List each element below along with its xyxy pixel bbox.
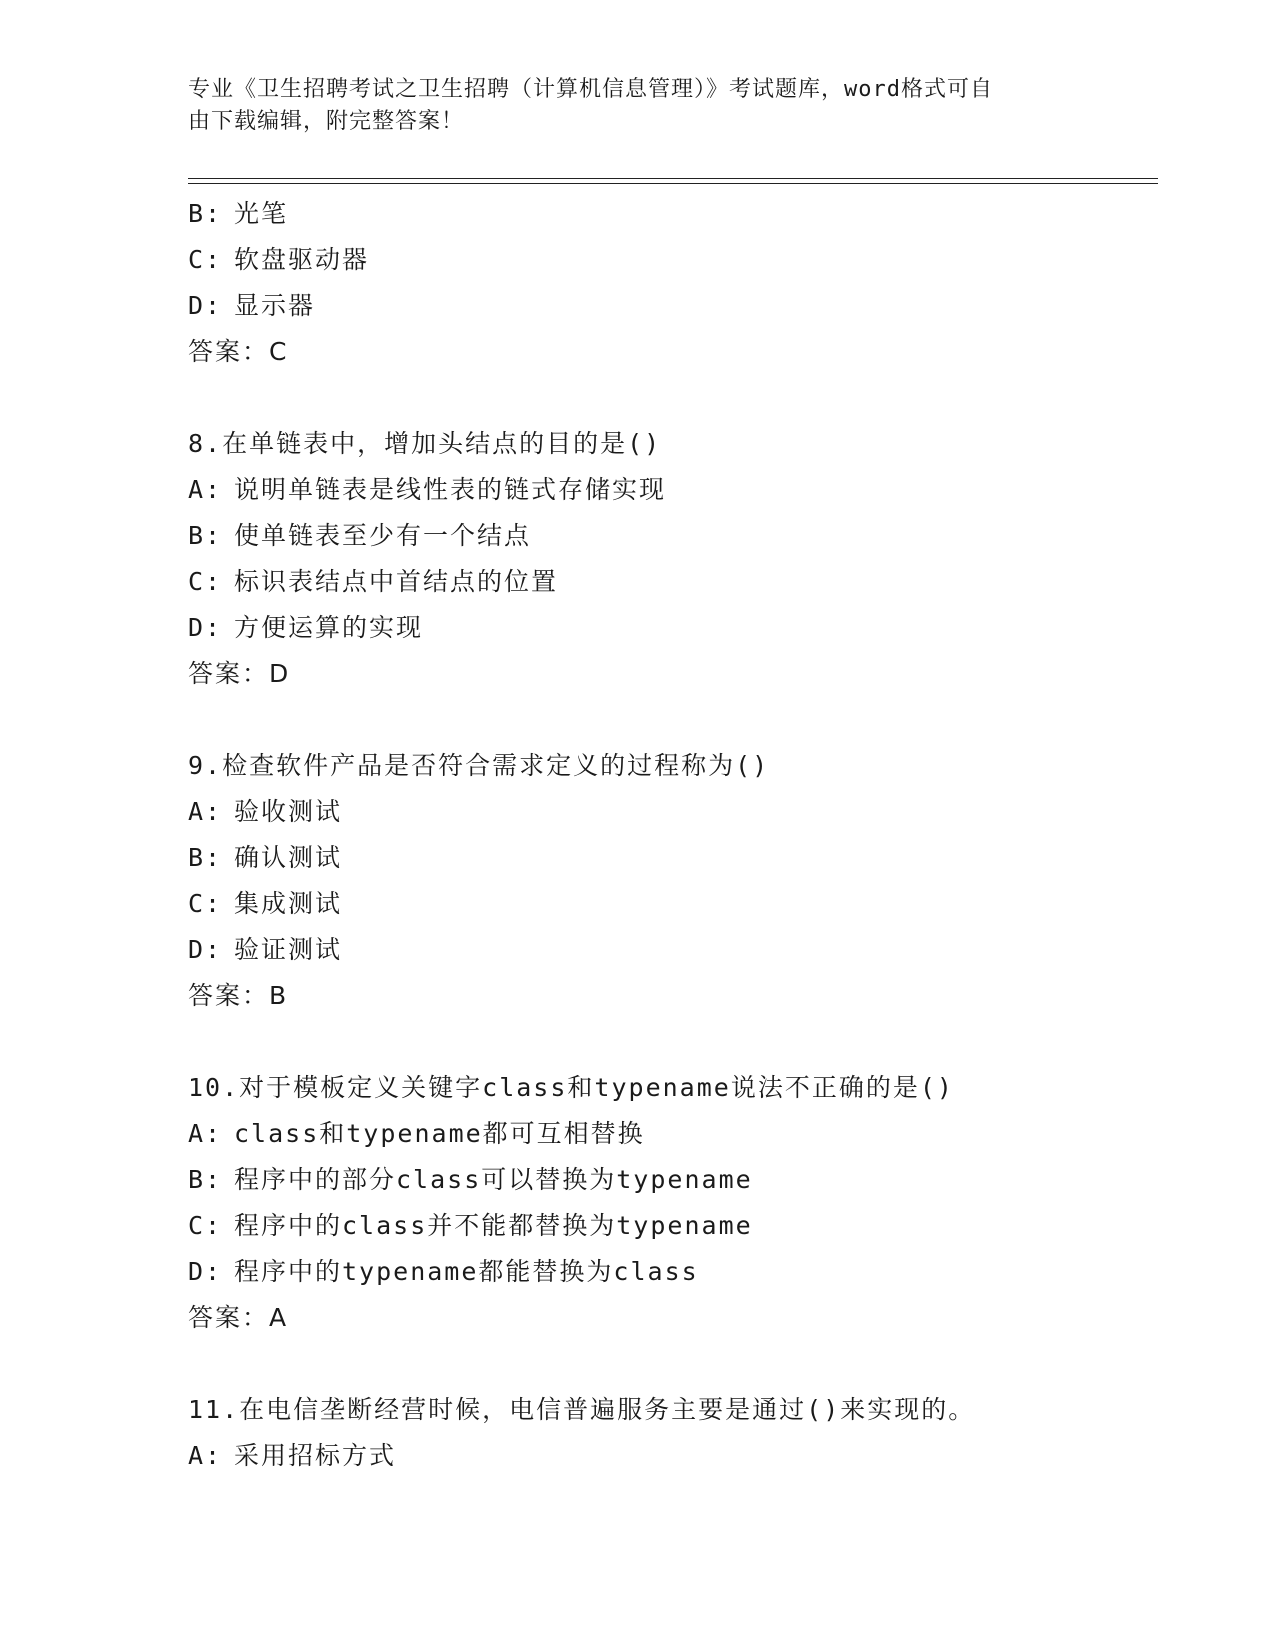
question-stem: 8.在单链表中，增加头结点的目的是() [188,429,662,458]
option-b [188,1157,1188,1203]
option-b [188,835,1188,881]
option-label: A: [188,1441,223,1470]
option-d [188,927,1188,973]
option-d [188,605,1188,651]
option-label: A: [188,797,223,826]
option-label: C: [188,889,223,918]
option-c [188,881,1188,927]
option-text: 确认测试 [234,843,343,872]
option-label: B: [188,1165,223,1194]
option-a [188,1433,1188,1479]
document-header [188,74,1088,138]
option-text: 光笔 [234,199,289,228]
option-label: C: [188,567,223,596]
option-d [188,1249,1188,1295]
answer: 答案：C [188,337,289,366]
option-label: B: [188,843,223,872]
option-text: 软盘驱动器 [234,245,370,274]
option-text: 程序中的class并不能都替换为typename [234,1211,753,1240]
option-text: 标识表结点中首结点的位置 [234,567,559,596]
option-b [188,513,1188,559]
option-label: C: [188,245,223,274]
option-label: D: [188,291,223,320]
option-label: D: [188,613,223,642]
option-label: B: [188,199,223,228]
answer: 答案：A [188,1303,289,1332]
question-list [188,191,1188,1479]
option-text: 显示器 [234,291,316,320]
option-text: 程序中的typename都能替换为class [234,1257,699,1286]
option-c [188,559,1188,605]
header-line-1: 专业《卫生招聘考试之卫生招聘（计算机信息管理）》考试题库，word格式可自 [188,77,993,102]
option-label: A: [188,475,223,504]
option-text: 说明单链表是线性表的链式存储实现 [234,475,667,504]
option-label: A: [188,1119,223,1148]
header-line-2: 由下载编辑，附完整答案！ [188,109,465,134]
answer: 答案：B [188,981,289,1010]
option-text: 使单链表至少有一个结点 [234,521,532,550]
option-d [188,283,1188,329]
option-label: C: [188,1211,223,1240]
option-label: D: [188,1257,223,1286]
option-text: 采用招标方式 [234,1441,397,1470]
option-text: 程序中的部分class可以替换为typename [234,1165,753,1194]
answer: 答案：D [188,659,291,688]
option-text: 集成测试 [234,889,343,918]
question-stem: 9.检查软件产品是否符合需求定义的过程称为() [188,751,770,780]
question-stem: 10.对于模板定义关键字class和typename说法不正确的是() [188,1073,954,1102]
option-a [188,467,1188,513]
option-text: class和typename都可互相替换 [234,1119,645,1148]
header-divider [188,178,1158,184]
option-label: B: [188,521,223,550]
option-a [188,1111,1188,1157]
question-stem: 11.在电信垄断经营时候，电信普遍服务主要是通过()来实现的。 [188,1395,976,1424]
option-c [188,1203,1188,1249]
option-a [188,789,1188,835]
option-text: 验收测试 [234,797,343,826]
option-text: 方便运算的实现 [234,613,424,642]
option-text: 验证测试 [234,935,343,964]
option-label: D: [188,935,223,964]
option-b [188,191,1188,237]
option-c [188,237,1188,283]
